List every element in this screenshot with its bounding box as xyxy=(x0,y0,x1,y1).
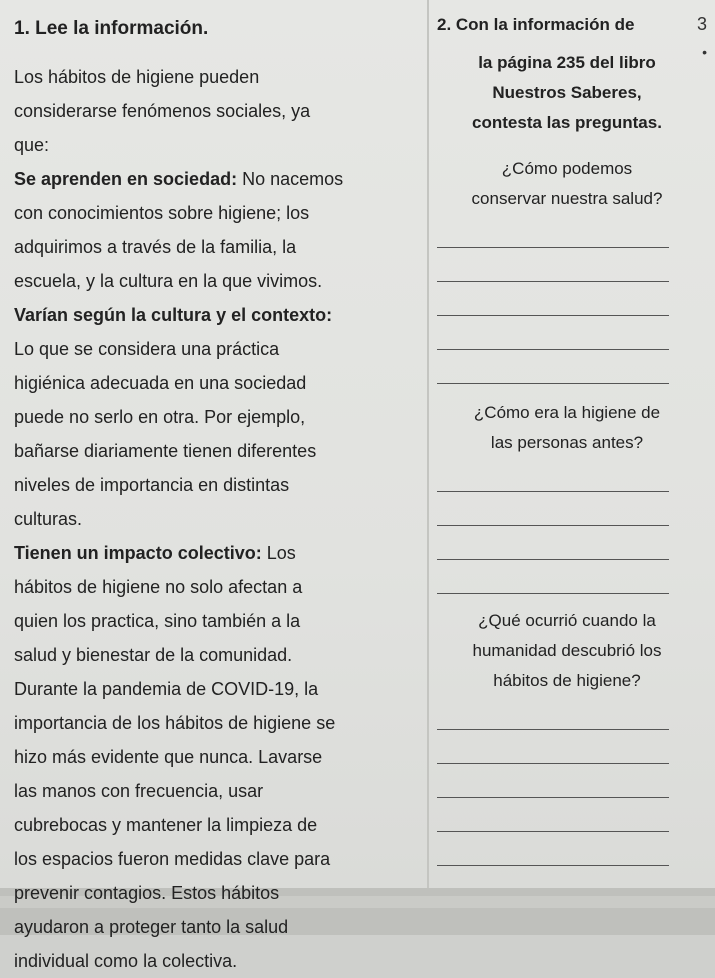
paragraph-3-line: cubrebocas y mantener la limpieza de xyxy=(14,815,318,835)
answer-line-8[interactable] xyxy=(437,526,669,560)
paragraph-3-first-line xyxy=(14,536,424,570)
paragraph-3-line: los espacios fueron medidas clave para xyxy=(14,849,331,869)
answer-line-4[interactable] xyxy=(437,316,669,350)
paragraph-3-line: hizo más evidente que nunca. Lavarse xyxy=(14,747,323,767)
reading-section xyxy=(14,12,424,978)
question-3-line: hábitos de higiene? xyxy=(493,671,641,690)
paragraph-3-line: importancia de los hábitos de higiene se xyxy=(14,713,336,733)
paragraph-2-line: puede no serlo en otra. Por ejemplo, xyxy=(14,407,306,427)
paragraph-1-text: No nacemos xyxy=(237,169,344,189)
section-2-heading: 2. Con la información de xyxy=(437,15,635,34)
answer-line-6[interactable] xyxy=(437,458,669,492)
answer-line-3[interactable] xyxy=(437,282,669,316)
paragraph-2-line: Lo que se considera una práctica xyxy=(14,339,280,359)
paragraph-1-first-line xyxy=(14,162,424,196)
answer-line-12[interactable] xyxy=(437,764,669,798)
intro-line: Los hábitos de higiene pueden xyxy=(14,67,260,87)
paragraph-3-line: ayudaron a proteger tanto la salud xyxy=(14,917,289,937)
answer-line-2[interactable] xyxy=(437,248,669,282)
paragraph-3-text: Los xyxy=(261,543,296,563)
paragraph-2-line: bañarse diariamente tienen diferentes xyxy=(14,441,317,461)
paragraph-3-line: hábitos de higiene no solo afectan a xyxy=(14,577,303,597)
question-3-line: humanidad descubrió los xyxy=(472,641,662,660)
paragraph-2-term: Varían según la cultura y el contexto: xyxy=(14,305,333,325)
paragraph-3-line: individual como la colectiva. xyxy=(14,951,238,971)
paragraph-3-line: las manos con frecuencia, usar xyxy=(14,781,264,801)
edge-mark: • xyxy=(702,44,707,60)
paragraph-2-line: niveles de importancia en distintas xyxy=(14,475,290,495)
intro-line: que: xyxy=(14,135,50,155)
answer-line-13[interactable] xyxy=(437,798,669,832)
paragraph-1-line: adquirimos a través de la familia, la xyxy=(14,237,297,257)
answer-line-5[interactable] xyxy=(437,350,669,384)
answer-line-1[interactable] xyxy=(437,214,669,248)
answer-line-9[interactable] xyxy=(437,560,669,594)
paragraph-3-line: prevenir contagios. Estos hábitos xyxy=(14,883,280,903)
edge-mark: 3 xyxy=(696,14,707,34)
paragraph-1-line: escuela, y la cultura en la que vivimos. xyxy=(14,271,323,291)
paragraph-3-line: quien los practica, sino también a la xyxy=(14,611,301,631)
intro-line: considerarse fenómenos sociales, ya xyxy=(14,101,311,121)
section-2-heading-line: Nuestros Saberes, xyxy=(492,83,642,102)
question-1-line: conservar nuestra salud? xyxy=(471,189,663,208)
paragraph-3-term: Tienen un impacto colectivo: xyxy=(14,543,262,563)
section-2-heading-line: la página 235 del libro xyxy=(478,53,656,72)
question-2-line: las personas antes? xyxy=(490,433,644,452)
answer-line-7[interactable] xyxy=(437,492,669,526)
paragraph-2-line: culturas. xyxy=(14,509,83,529)
column-divider xyxy=(427,0,429,890)
paragraph-3-line: Durante la pandemia de COVID-19, la xyxy=(14,679,319,699)
answer-line-14[interactable] xyxy=(437,832,669,866)
paragraph-2-line: higiénica adecuada en una sociedad xyxy=(14,373,307,393)
questions-section xyxy=(437,10,697,866)
answer-line-10[interactable] xyxy=(437,696,669,730)
question-2: ¿Cómo era la higiene de xyxy=(473,403,661,422)
question-3: ¿Qué ocurrió cuando la xyxy=(478,611,656,630)
section-2-heading-line: contesta las preguntas. xyxy=(472,113,662,132)
paragraph-1-line: con conocimientos sobre higiene; los xyxy=(14,203,310,223)
answer-line-11[interactable] xyxy=(437,730,669,764)
paragraph-3-line: salud y bienestar de la comunidad. xyxy=(14,645,293,665)
section-1-heading: 1. Lee la información. xyxy=(14,18,209,39)
question-1: ¿Cómo podemos xyxy=(501,159,633,178)
paragraph-1-term: Se aprenden en sociedad: xyxy=(14,169,238,189)
